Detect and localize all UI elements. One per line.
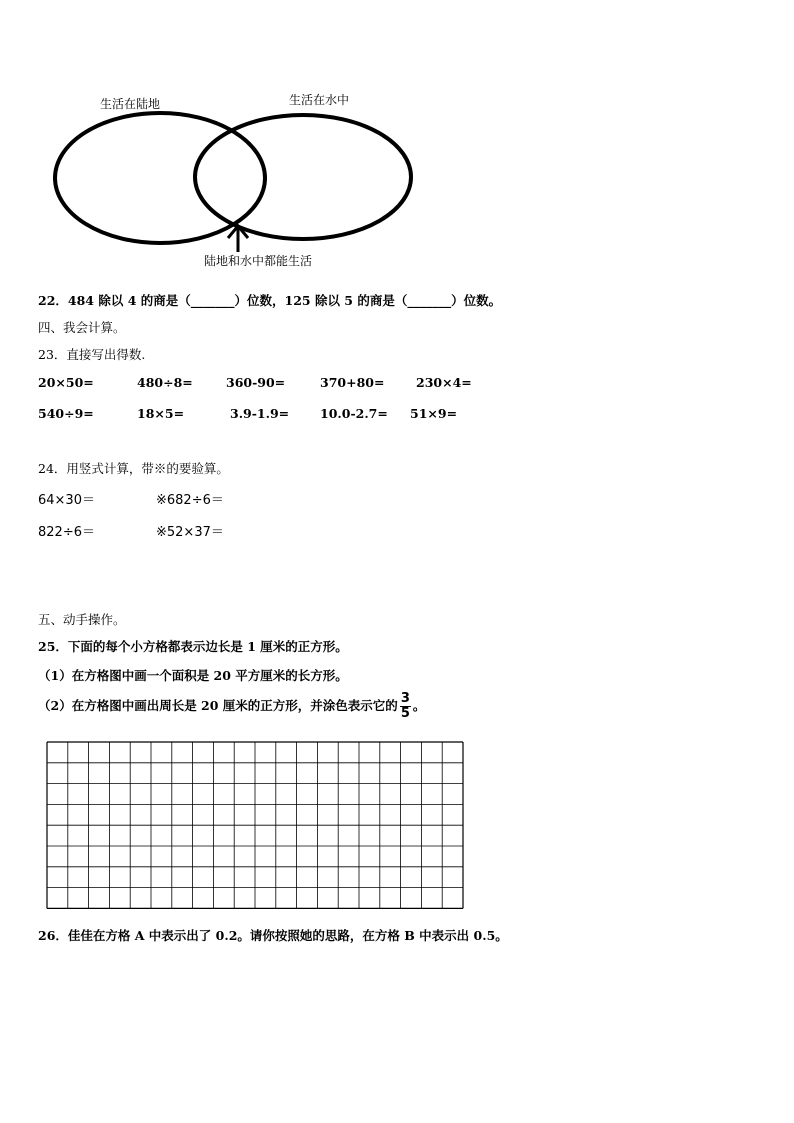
question-26: 26．佳佳在方格 A 中表示出了 0.2。请你按照她的思路，在方格 B 中表示出 0.5。 — [38, 928, 508, 943]
venn-label-water: 生活在水中 — [289, 93, 350, 107]
calc-item: 51×9= — [410, 406, 458, 421]
calc-item: 822÷6＝ — [38, 525, 95, 540]
question-number: 22． — [38, 293, 68, 308]
question-25-part-1: （1）在方格图中画一个面积是 20 平方厘米的长方形。 — [38, 668, 348, 683]
square-grid[interactable] — [46, 741, 468, 913]
question-text: 484 除以 4 的商是（ — [67, 293, 191, 308]
calc-item: 20×50= — [38, 375, 94, 390]
calc-item: 540÷9= — [38, 406, 94, 421]
section-5-title: 五、动手操作。 — [38, 612, 126, 627]
calc-item: 360-90= — [226, 375, 286, 390]
water-ellipse — [195, 115, 411, 239]
calc-item: 370+80= — [320, 375, 385, 390]
answer-blank[interactable]: _______ — [190, 293, 235, 308]
fraction-denominator: 5 — [400, 706, 410, 721]
question-25-title: 25．下面的每个小方格都表示边长是 1 厘米的正方形。 — [38, 639, 348, 654]
calc-item: 18×5= — [137, 406, 185, 421]
answer-blank[interactable]: _______ — [407, 293, 452, 308]
calc-item-verify: ※682÷6＝ — [156, 493, 224, 508]
fraction — [400, 692, 411, 721]
venn-diagram — [0, 0, 794, 300]
question-text: ）位数，125 除以 5 的商是（ — [234, 293, 408, 308]
calc-item: 10.0-2.7= — [320, 406, 388, 421]
question-25-part-2 — [38, 692, 425, 721]
question-text: ）位数。 — [451, 293, 502, 308]
calc-item: 230×4= — [416, 375, 472, 390]
fraction-numerator: 3 — [400, 691, 410, 706]
venn-label-land: 生活在陆地 — [100, 97, 161, 111]
question-23-title: 23．直接写出得数. — [38, 347, 146, 362]
venn-label-both: 陆地和水中都能生活 — [204, 254, 313, 268]
calc-item-verify: ※52×37＝ — [156, 525, 224, 540]
calc-item: 480÷8= — [137, 375, 193, 390]
question-text: 。 — [412, 698, 426, 713]
question-24-title: 24．用竖式计算，带※的要验算。 — [38, 461, 229, 476]
question-text: （2）在方格图中画出周长是 20 厘米的正方形，并涂色表示它的 — [38, 698, 398, 713]
calc-item: 3.9-1.9= — [230, 406, 290, 421]
calc-item: 64×30＝ — [38, 493, 95, 508]
question-22 — [38, 291, 501, 309]
section-4-title: 四、我会计算。 — [38, 320, 126, 335]
